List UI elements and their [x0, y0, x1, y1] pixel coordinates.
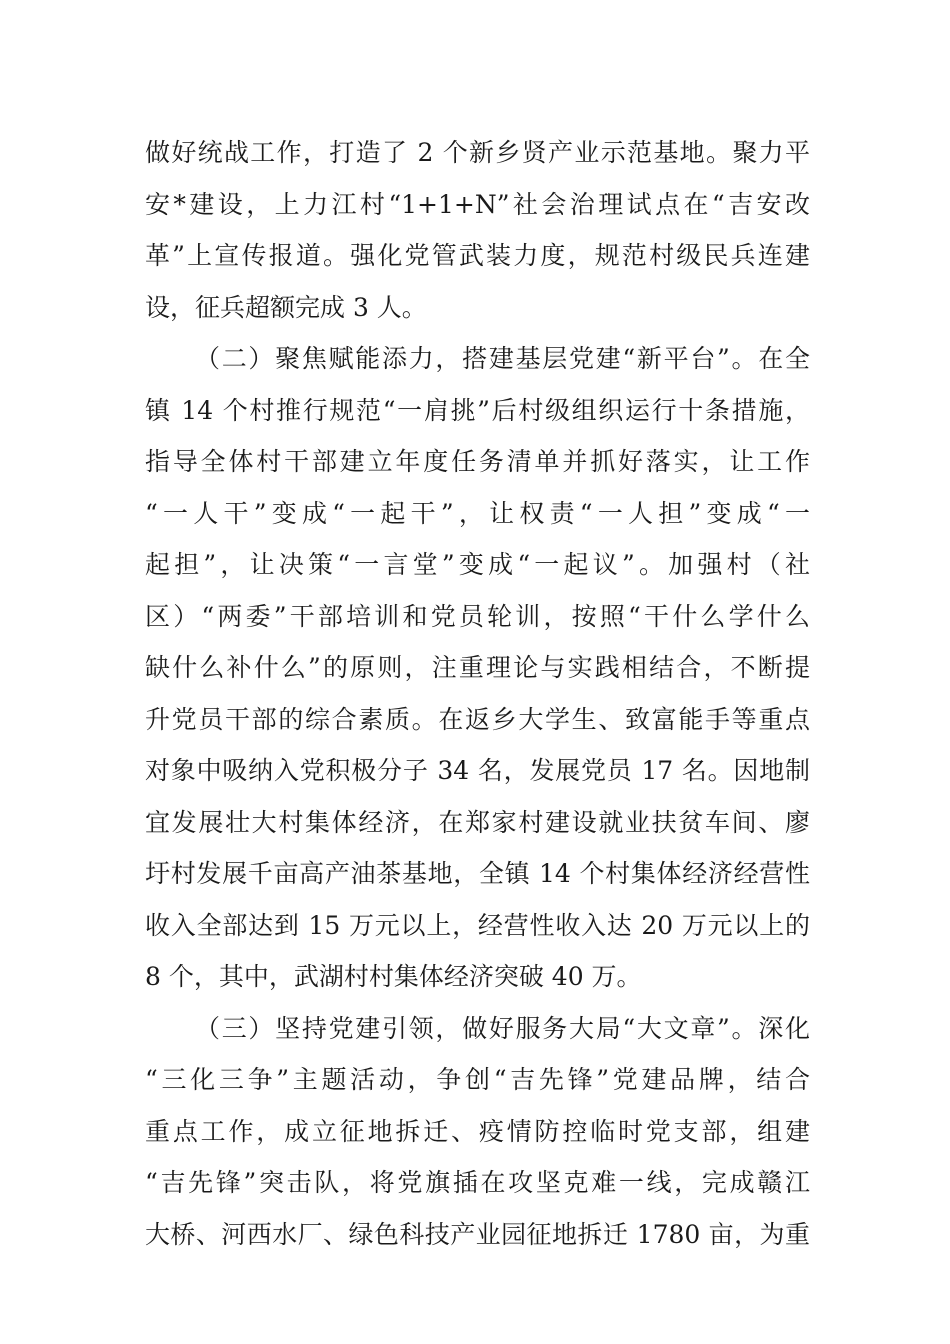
text-line: 重点工作，成立征地拆迁、疫情防控临时党支部，组建: [145, 1116, 810, 1146]
text-line: 设，征兵超额完成 3 人。: [145, 292, 427, 322]
body-text: [145, 127, 810, 1260]
text-line: 收入全部达到 15 万元以上，经营性收入达 20 万元以上的: [145, 910, 810, 940]
text-line: 升党员干部的综合素质。在返乡大学生、致富能手等重点: [145, 704, 810, 734]
section-heading-line: （二）聚焦赋能添力，搭建基层党建“新平台”。在全: [195, 344, 810, 373]
text-line: “三化三争”主题活动，争创“吉先锋”党建品牌，结合: [145, 1065, 810, 1094]
text-line: 区）“两委”干部培训和党员轮训，按照“干什么学什么: [145, 601, 810, 631]
text-line: 对象中吸纳入党积极分子 34 名，发展党员 17 名。因地制: [145, 756, 810, 785]
text-line: 安*建设，上力江村“1+1+N”社会治理试点在“吉安改: [145, 189, 810, 219]
text-line: 宜发展壮大村集体经济，在郑家村建设就业扶贫车间、廖: [145, 807, 810, 837]
text-line: 圩村发展千亩高产油茶基地，全镇 14 个村集体经济经营性: [145, 859, 810, 888]
text-line: 革”上宣传报道。强化党管武装力度，规范村级民兵连建: [145, 241, 810, 270]
text-line: 大桥、河西水厂、绿色科技产业园征地拆迁 1780 亩，为重: [145, 1219, 810, 1249]
text-line: 做好统战工作，打造了 2 个新乡贤产业示范基地。聚力平: [145, 138, 810, 167]
text-line: “一人干”变成“一起干”，让权责“一人担”变成“一: [145, 498, 810, 528]
text-line: 指导全体村干部建立年度任务清单并抓好落实，让工作: [145, 447, 810, 476]
text-line: 起担”，让决策“一言堂”变成“一起议”。加强村（社: [145, 550, 810, 579]
text-line: “吉先锋”突击队，将党旗插在攻坚克难一线，完成赣江: [145, 1168, 810, 1197]
text-line: 8 个，其中，武湖村村集体经济突破 40 万。: [145, 962, 642, 991]
text-line: 镇 14 个村推行规范“一肩挑”后村级组织运行十条措施，: [145, 395, 810, 425]
text-line: 缺什么补什么”的原则，注重理论与实践相结合，不断提: [145, 653, 810, 682]
section-heading-line: （三）坚持党建引领，做好服务大局“大文章”。深化: [195, 1013, 810, 1043]
